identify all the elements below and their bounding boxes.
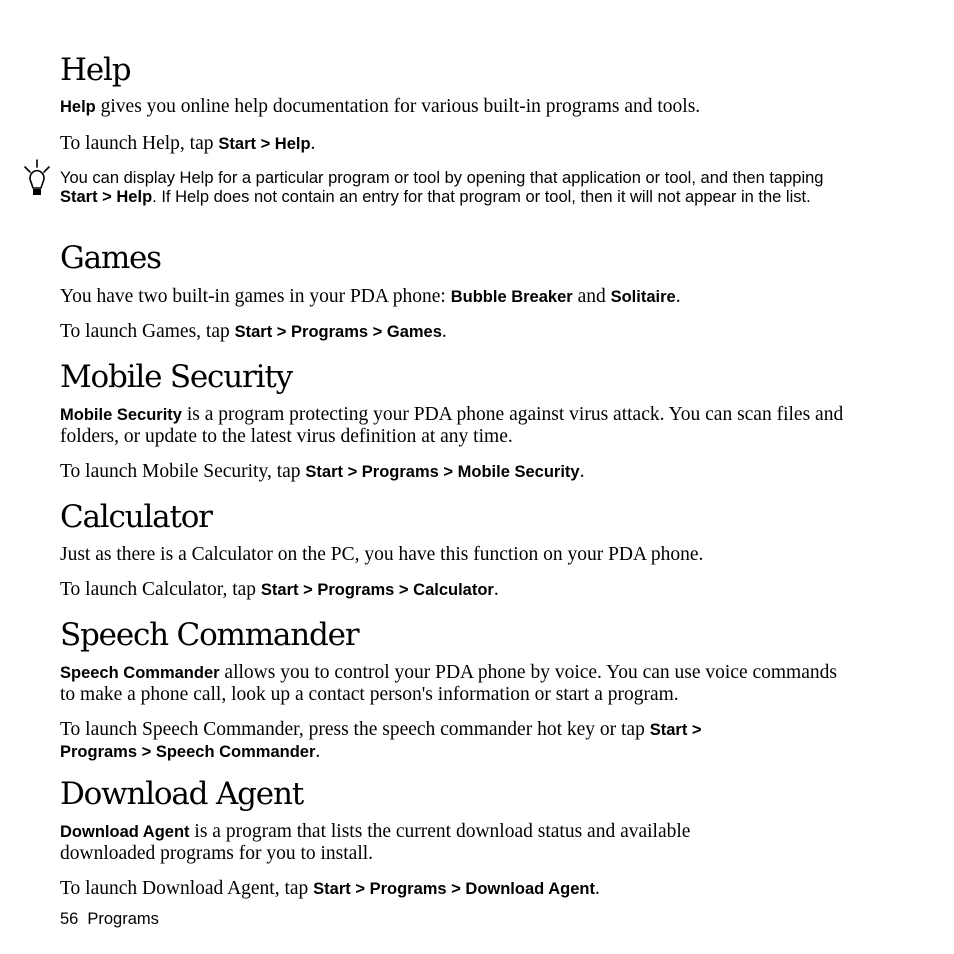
speech-commander-launch [60,719,780,763]
page-number: 56 [60,910,79,928]
page-footer [60,910,159,929]
speech-commander-launch-path: Start > Programs > Speech Commander [60,721,702,761]
download-agent-launch-path: Start > Programs > Download Agent [313,880,595,898]
games-launch-path: Start > Programs > Games [234,323,442,341]
help-launch-text: To launch Help, tap [60,133,219,154]
mobile-security-launch-text: To launch Mobile Security, tap [60,461,306,482]
mobile-security-term: Mobile Security [60,406,182,424]
tip-text-1: You can display Help for a particular program or tool by opening that application or tool, and then tapping [60,169,824,187]
games-and-text: and [572,286,611,307]
games-intro-text: You have two built-in games in your PDA phone: [60,286,451,307]
heading-calculator: Calculator [60,499,212,535]
tip-path: Start > Help [60,188,153,206]
heading-mobile-security: Mobile Security [60,359,292,395]
help-launch [60,133,850,155]
calculator-launch-path: Start > Programs > Calculator [260,581,494,599]
heading-games: Games [60,240,161,276]
period: . [315,741,321,762]
period: . [675,286,681,307]
game-bubble-breaker: Bubble Breaker [450,288,573,306]
games-intro [60,286,850,308]
download-agent-intro [60,821,780,865]
calculator-launch [60,579,850,601]
period: . [441,321,447,342]
speech-commander-term: Speech Commander [60,664,220,682]
speech-commander-launch-text: To launch Speech Commander, press the speech commander hot key or tap [60,719,650,740]
chapter-name: Programs [87,910,159,928]
games-launch [60,321,850,343]
heading-speech-commander: Speech Commander [60,617,359,653]
help-intro-text: gives you online help documentation for various built-in programs and tools. [95,96,701,117]
download-agent-intro-text: is a program that lists the current download status and available downloaded programs for you to install. [60,821,691,864]
help-term: Help [60,98,96,116]
help-launch-path: Start > Help [218,135,311,153]
period: . [579,461,585,482]
mobile-security-launch [60,461,850,483]
calculator-intro: Just as there is a Calculator on the PC, you have this function on your PDA phone. [60,544,704,565]
download-agent-launch-text: To launch Download Agent, tap [60,878,314,899]
games-launch-text: To launch Games, tap [60,321,235,342]
period: . [310,133,316,154]
period: . [594,878,600,899]
download-agent-term: Download Agent [60,823,190,841]
download-agent-launch [60,878,850,900]
mobile-security-intro [60,404,850,448]
game-solitaire: Solitaire [610,288,676,306]
heading-download-agent: Download Agent [60,776,303,812]
mobile-security-launch-path: Start > Programs > Mobile Security [305,463,580,481]
speech-commander-intro [60,662,850,706]
lightbulb-icon [22,158,56,202]
period: . [493,579,499,600]
speech-commander-intro-text: allows you to control your PDA phone by voice. You can use voice commands to make a phone call, look up a contact person's information or start a program. [60,662,837,705]
tip-note [60,169,850,207]
calculator-launch-text: To launch Calculator, tap [60,579,261,600]
mobile-security-intro-text: is a program protecting your PDA phone against virus attack. You can scan files and folders, or update to the latest virus definition at any time. [60,404,844,447]
tip-text-2: . If Help does not contain an entry for that program or tool, then it will not appear in the list. [152,188,811,206]
heading-help: Help [60,52,131,88]
help-intro [60,96,850,118]
